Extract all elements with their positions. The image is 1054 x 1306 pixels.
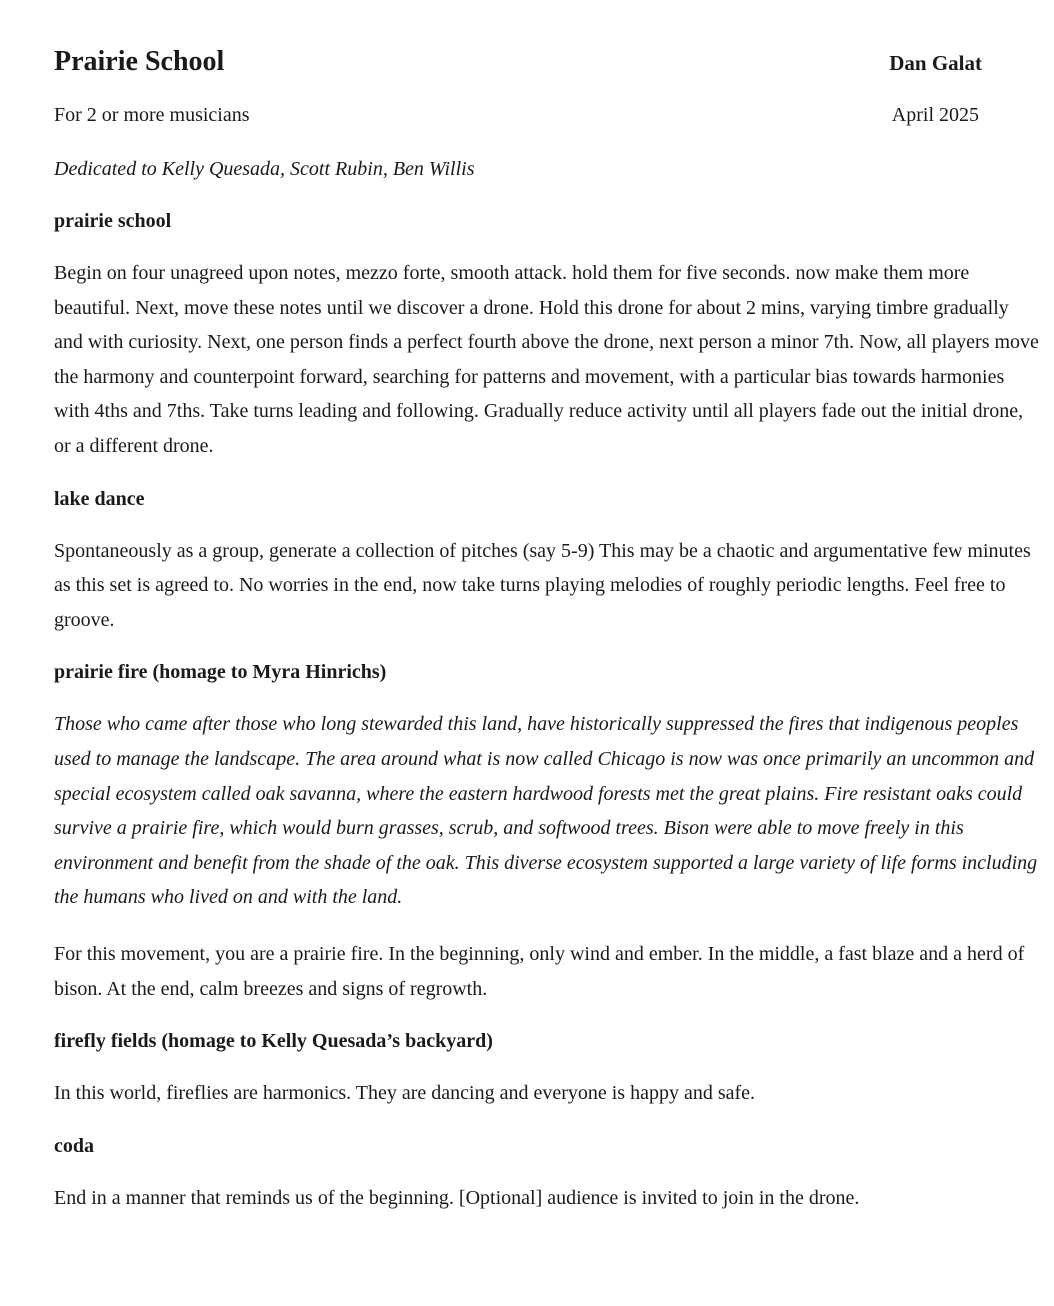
section-body-prairie-fire-instructions: For this movement, you are a prairie fire. In the beginning, only wind and ember. In the middle, a fast blaze and a herd of bison. At the end, calm breezes and signs of regrowth.	[54, 942, 1025, 1000]
section-heading-prairie-school: prairie school	[54, 210, 172, 232]
section-body-prairie-school: Begin on four unagreed upon notes, mezzo forte, smooth attack. hold them for five seconds. now make them more beautiful. Next, move these notes until we discover a drone. Hold this drone for about 2 mins, varying timbre gradually and with curiosity. Next, one person finds a perfect fourth above the drone, next person a minor 7th. Now, all players move the harmony and counterpoint forward, searching for patterns and movement, with a particular bias towards harmonies with 4ths and 7ths. Take turns leading and following. Gradually reduce activity until all players fade out the initial drone, or a different drone.	[54, 262, 1039, 457]
section-heading-coda: coda	[54, 1134, 94, 1157]
author-name: Dan Galat	[889, 51, 982, 75]
document-page	[54, 44, 1039, 1215]
document-title: Prairie School	[54, 46, 225, 77]
header-row	[54, 44, 1039, 80]
section-heading-lake-dance: lake dance	[54, 487, 145, 510]
section-body-firefly-fields: In this world, fireflies are harmonics. They are dancing and everyone is happy and safe.	[54, 1082, 756, 1105]
instrumentation-note: For 2 or more musicians	[54, 104, 250, 126]
date-label: April 2025	[891, 104, 979, 126]
section-heading-firefly-fields: firefly fields (homage to Kelly Quesada’s backyard)	[54, 1030, 493, 1053]
section-body-coda: End in a manner that reminds us of the beginning. [Optional] audience is invited to join in the drone.	[54, 1186, 860, 1209]
subheader-row	[54, 102, 1039, 128]
section-heading-prairie-fire: prairie fire (homage to Myra Hinrichs)	[54, 661, 387, 684]
section-body-lake-dance: Spontaneously as a group, generate a collection of pitches (say 5-9) This may be a chaotic and argumentative few minutes as this set is agreed to. No worries in the end, now take turns playing melodies of roughly periodic lengths. Feel free to groove.	[54, 539, 1031, 631]
section-body-prairie-fire-context: Those who came after those who long stewarded this land, have historically suppressed the fires that indigenous peoples used to manage the landscape. The area around what is now called Chicago is now was once primarily an uncommon and special ecosystem called oak savanna, where the eastern hardwood forests met the great plains. Fire resistant oaks could survive a prairie fire, which would burn grasses, scrub, and softwood trees. Bison were able to move freely in this environment and benefit from the shade of the oak. This diverse ecosystem supported a large variety of life forms including the humans who lived on and with the land.	[54, 713, 1038, 909]
dedication-line: Dedicated to Kelly Quesada, Scott Rubin, Ben Willis	[54, 158, 475, 180]
